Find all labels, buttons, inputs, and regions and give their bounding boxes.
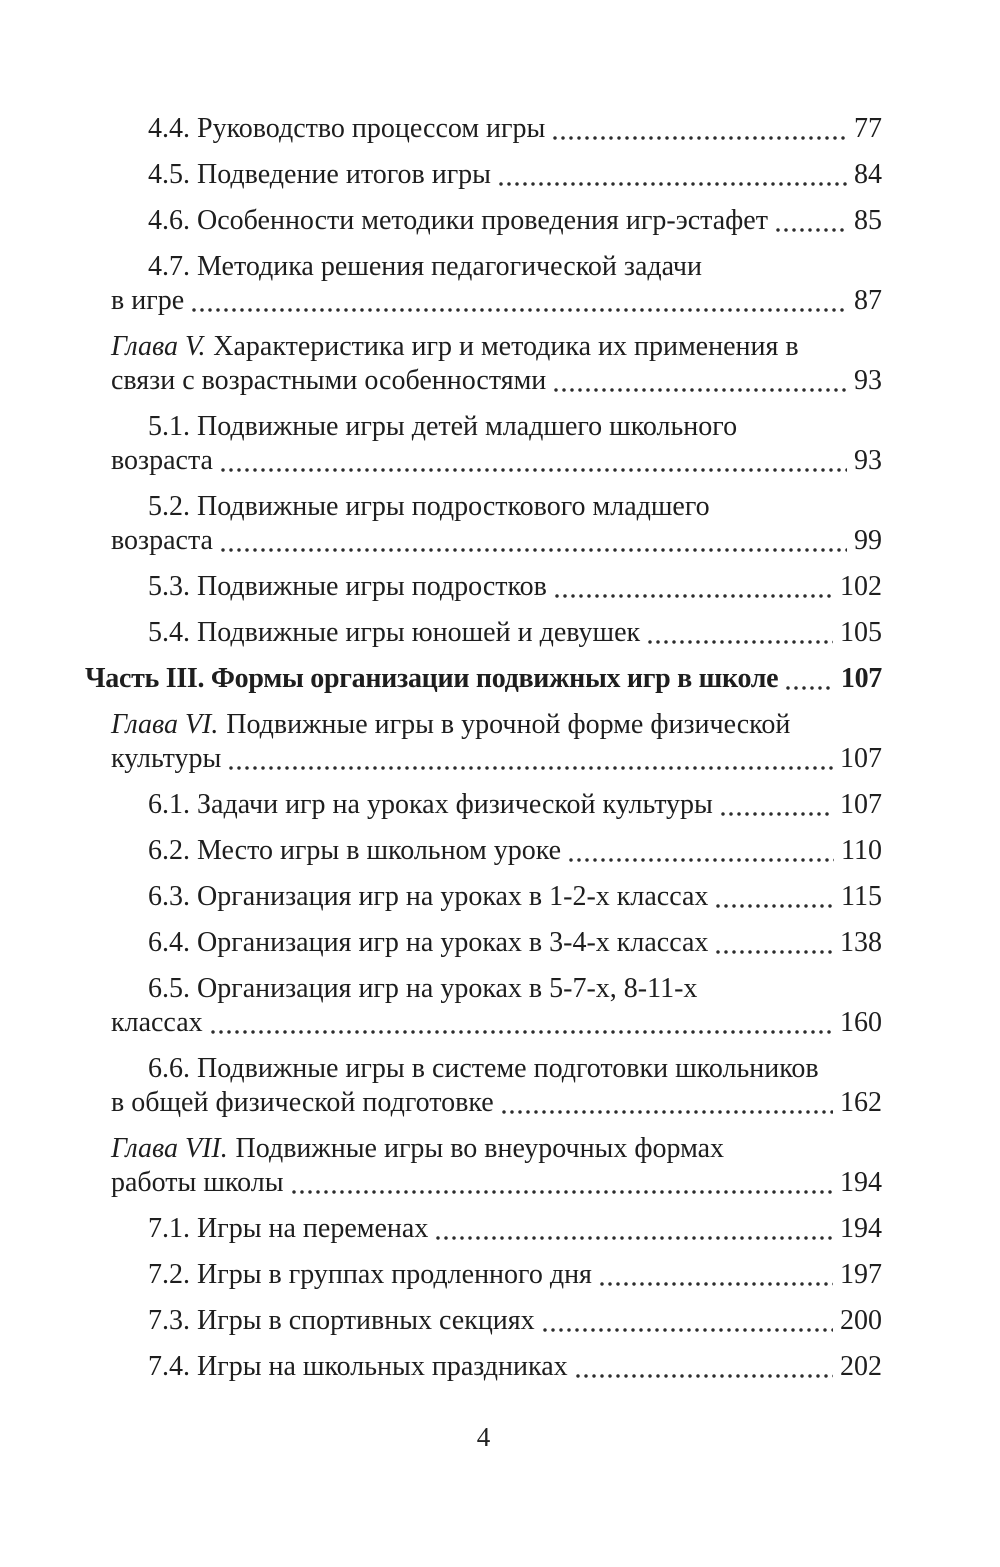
toc-entry-page: 93 bbox=[854, 365, 882, 396]
toc-entry-line bbox=[111, 880, 882, 914]
table-of-contents bbox=[85, 112, 882, 1384]
toc-entry-line bbox=[111, 444, 882, 478]
toc-entry-page: 107 bbox=[840, 663, 882, 694]
toc-entry-title-continued: в общей физической подготовке bbox=[111, 1087, 494, 1118]
toc-entry-line bbox=[111, 158, 882, 192]
toc-entry-line bbox=[111, 1212, 882, 1246]
toc-entry-page: 194 bbox=[840, 1167, 882, 1198]
toc-entry-page: 202 bbox=[840, 1351, 882, 1382]
toc-entry-line bbox=[111, 1086, 882, 1120]
toc-entry bbox=[111, 250, 882, 318]
toc-entry-title-continued: классах bbox=[111, 1007, 203, 1038]
toc-entry-line bbox=[111, 112, 882, 146]
toc-entry-line bbox=[111, 708, 882, 742]
chapter-number-prefix: Глава VI. bbox=[111, 709, 219, 740]
toc-entry-title-continued: возраста bbox=[111, 525, 213, 556]
toc-entry-title: Подвижные игры во внеурочных формах bbox=[235, 1133, 725, 1164]
toc-entry-title: 7.4. Игры на школьных праздниках bbox=[148, 1351, 568, 1382]
toc-entry-line bbox=[111, 742, 882, 776]
toc-entry bbox=[111, 788, 882, 822]
toc-entry-line bbox=[111, 972, 882, 1006]
toc-entry bbox=[111, 834, 882, 868]
toc-entry-line bbox=[111, 1132, 882, 1166]
toc-entry-line bbox=[85, 662, 882, 696]
toc-entry-page: 107 bbox=[840, 743, 882, 774]
toc-entry-title: 4.5. Подведение итогов игры bbox=[148, 159, 491, 190]
toc-entry-title: 4.6. Особенности методики проведения игр-эстафет bbox=[148, 205, 768, 236]
toc-entry-title: 7.3. Игры в спортивных секциях bbox=[148, 1305, 535, 1336]
toc-entry-title: 4.4. Руководство процессом игры bbox=[148, 113, 546, 144]
toc-entry-line bbox=[111, 1304, 882, 1338]
toc-entry bbox=[111, 1350, 882, 1384]
toc-chapter-entry bbox=[111, 330, 882, 398]
toc-entry-page: 197 bbox=[840, 1259, 882, 1290]
toc-entry-title: 5.4. Подвижные игры юношей и девушек bbox=[148, 617, 641, 648]
toc-entry-line bbox=[111, 284, 882, 318]
toc-entry-page: 77 bbox=[854, 113, 882, 144]
toc-entry-page: 99 bbox=[854, 525, 882, 556]
toc-entry bbox=[111, 1304, 882, 1338]
toc-entry-line bbox=[111, 1052, 882, 1086]
toc-entry-line bbox=[111, 1166, 882, 1200]
toc-entry-line bbox=[111, 524, 882, 558]
toc-chapter-entry bbox=[111, 1132, 882, 1200]
toc-part-heading bbox=[85, 662, 882, 696]
toc-entry-title: 6.6. Подвижные игры в системе подготовки школьников bbox=[148, 1053, 819, 1084]
toc-entry-page: 138 bbox=[840, 927, 882, 958]
toc-entry-title-continued: культуры bbox=[111, 743, 222, 774]
toc-entry bbox=[111, 1258, 882, 1292]
toc-entry-page: 162 bbox=[840, 1087, 882, 1118]
toc-entry-page: 105 bbox=[840, 617, 882, 648]
toc-entry-page: 160 bbox=[840, 1007, 882, 1038]
toc-entry bbox=[111, 410, 882, 478]
toc-entry-title: 5.2. Подвижные игры подросткового младшего bbox=[148, 491, 710, 522]
toc-entry-page: 115 bbox=[841, 881, 882, 912]
toc-entry-title-continued: работы школы bbox=[111, 1167, 284, 1198]
toc-entry bbox=[111, 616, 882, 650]
toc-entry-title: 5.3. Подвижные игры подростков bbox=[148, 571, 547, 602]
toc-entry-page: 85 bbox=[854, 205, 882, 236]
toc-entry-page: 107 bbox=[840, 789, 882, 820]
toc-entry-title-continued: связи с возрастными особенностями bbox=[111, 365, 547, 396]
toc-entry-page: 110 bbox=[841, 835, 882, 866]
toc-entry-line bbox=[111, 788, 882, 822]
toc-entry bbox=[111, 972, 882, 1040]
toc-entry-page: 87 bbox=[854, 285, 882, 316]
toc-entry-page: 194 bbox=[840, 1213, 882, 1244]
toc-entry-line bbox=[111, 1006, 882, 1040]
toc-entry-title: Подвижные игры в урочной форме физической bbox=[226, 709, 791, 740]
toc-entry-line bbox=[111, 1258, 882, 1292]
toc-entry-title: 6.5. Организация игр на уроках в 5-7-х, 8-11-х bbox=[148, 973, 698, 1004]
toc-entry-page: 84 bbox=[854, 159, 882, 190]
toc-entry bbox=[111, 880, 882, 914]
toc-entry-line bbox=[111, 204, 882, 238]
toc-entry bbox=[111, 570, 882, 604]
toc-entry-line bbox=[111, 250, 882, 284]
toc-entry-line bbox=[111, 834, 882, 868]
toc-entry-title: 7.2. Игры в группах продленного дня bbox=[148, 1259, 592, 1290]
toc-entry bbox=[111, 926, 882, 960]
toc-entry-title: 6.2. Место игры в школьном уроке bbox=[148, 835, 562, 866]
toc-entry-page: 93 bbox=[854, 445, 882, 476]
toc-entry-line bbox=[111, 926, 882, 960]
chapter-number-prefix: Глава V. bbox=[111, 331, 206, 362]
toc-entry-title: 5.1. Подвижные игры детей младшего школьного bbox=[148, 411, 738, 442]
chapter-number-prefix: Глава VII. bbox=[111, 1133, 228, 1164]
toc-entry-title: 4.7. Методика решения педагогической задачи bbox=[148, 251, 702, 282]
toc-entry-title-continued: в игре bbox=[111, 285, 185, 316]
toc-entry-line bbox=[111, 330, 882, 364]
toc-entry-title: 6.3. Организация игр на уроках в 1-2-х классах bbox=[148, 881, 709, 912]
toc-entry-line bbox=[111, 410, 882, 444]
toc-entry-title: 6.4. Организация игр на уроках в 3-4-х классах bbox=[148, 927, 709, 958]
toc-entry-title: 7.1. Игры на переменах bbox=[148, 1213, 429, 1244]
toc-entry-line bbox=[111, 490, 882, 524]
toc-entry-title-continued: возраста bbox=[111, 445, 213, 476]
toc-entry bbox=[111, 490, 882, 558]
page-number: 4 bbox=[476, 1422, 491, 1452]
toc-entry-line bbox=[111, 570, 882, 604]
toc-entry-title: Часть III. Формы организации подвижных игр в школе bbox=[85, 663, 779, 694]
toc-entry-line bbox=[111, 616, 882, 650]
toc-entry-line bbox=[111, 364, 882, 398]
toc-entry bbox=[111, 112, 882, 146]
toc-entry-title: 6.1. Задачи игр на уроках физической культуры bbox=[148, 789, 713, 820]
toc-entry bbox=[111, 1052, 882, 1120]
toc-entry bbox=[111, 204, 882, 238]
toc-entry-page: 200 bbox=[840, 1305, 882, 1336]
toc-chapter-entry bbox=[111, 708, 882, 776]
toc-entry-line bbox=[111, 1350, 882, 1384]
toc-entry-title: Характеристика игр и методика их применения в bbox=[213, 331, 799, 362]
toc-entry bbox=[111, 158, 882, 192]
toc-entry bbox=[111, 1212, 882, 1246]
toc-entry-page: 102 bbox=[840, 571, 882, 602]
